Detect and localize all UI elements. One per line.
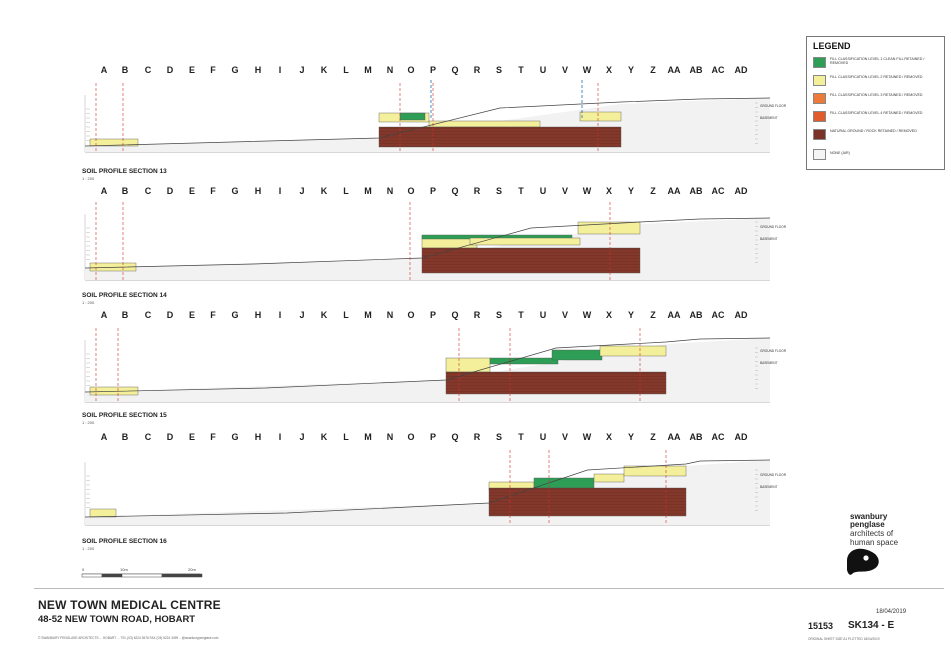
grid-letter: S — [495, 310, 503, 320]
grid-letter: Q — [451, 310, 459, 320]
legend-swatch — [813, 93, 826, 104]
grid-letter: K — [320, 186, 328, 196]
grid-letter: F — [210, 432, 216, 442]
section-scale-13: 1 : 200 — [82, 176, 95, 181]
grid-letter: O — [407, 186, 415, 196]
scale-bar — [82, 567, 202, 577]
legend-title: LEGEND — [813, 41, 851, 51]
grid-letter: B — [121, 186, 129, 196]
grid-letter: L — [343, 186, 349, 196]
logo-mark-icon — [847, 549, 879, 575]
grid-letter: L — [343, 310, 349, 320]
grid-letter: AB — [689, 432, 703, 442]
grid-letter: D — [166, 310, 174, 320]
section-title-16: SOIL PROFILE SECTION 16 — [82, 538, 167, 545]
grid-letter: R — [473, 65, 481, 75]
fill-block — [446, 358, 490, 372]
ground-floor-label: GROUND FLOOR — [760, 225, 787, 229]
basement-label: BASEMENT — [760, 361, 778, 365]
grid-letter: C — [144, 186, 152, 196]
legend-label: FILL CLASSIFICATION LEVEL 3 RETAINED / REMOVED — [830, 93, 923, 97]
grid-letter: S — [495, 65, 503, 75]
logo-line-1: swanbury — [850, 512, 888, 521]
section-title-14: SOIL PROFILE SECTION 14 — [82, 292, 167, 299]
basement-label: BASEMENT — [760, 237, 778, 241]
grid-letter: AA — [667, 186, 681, 196]
grid-letter: AD — [734, 186, 748, 196]
logo-line-4: human space — [850, 538, 899, 547]
grid-letter: V — [561, 310, 569, 320]
grid-letter: D — [166, 432, 174, 442]
soil-section-13 — [85, 65, 787, 152]
fill-block — [534, 478, 594, 488]
grid-letter: T — [518, 310, 524, 320]
project-address: 48-52 NEW TOWN ROAD, HOBART — [38, 614, 196, 625]
grid-letter: Y — [627, 432, 635, 442]
title-block-divider — [34, 588, 944, 589]
grid-letter: E — [188, 432, 196, 442]
grid-letter: G — [231, 186, 239, 196]
grid-letter: O — [407, 65, 415, 75]
grid-letter: K — [320, 432, 328, 442]
grid-letter: AC — [711, 432, 725, 442]
grid-letter: N — [386, 432, 394, 442]
grid-letter: U — [539, 432, 547, 442]
grid-letter: W — [582, 186, 592, 196]
legend-label: NATURAL GROUND / ROCK RETAINED / REMOVED — [830, 129, 917, 133]
grid-letter: B — [121, 432, 129, 442]
grid-letter: R — [473, 310, 481, 320]
legend-swatch — [813, 149, 826, 160]
soil-section-16 — [85, 432, 787, 525]
grid-letter: AC — [711, 65, 725, 75]
grid-letter: S — [495, 186, 503, 196]
grid-letter: P — [429, 432, 437, 442]
legend-swatch — [813, 111, 826, 122]
grid-letter: L — [343, 432, 349, 442]
legend-item-fill-2 — [813, 75, 930, 86]
footer-contact: © SWANBURY PENGLASE ARCHITECTS ... HOBART ... TEL (03) 6224 3676 FAX (03) 6224 3499 ...@swanburypenglase.com — [38, 636, 219, 640]
grid-letter: H — [254, 310, 262, 320]
scale-label-0: 0 — [82, 567, 85, 572]
grid-letter: I — [278, 65, 282, 75]
grid-letter: K — [320, 65, 328, 75]
basement-label: BASEMENT — [760, 116, 778, 120]
grid-letter: J — [299, 65, 305, 75]
grid-letter: Q — [451, 186, 459, 196]
grid-letter: Y — [627, 65, 635, 75]
scale-label-10: 10m — [120, 567, 128, 572]
grid-letter: Z — [650, 186, 656, 196]
grid-letter: W — [582, 65, 592, 75]
grid-letter: O — [407, 432, 415, 442]
company-logo — [850, 512, 930, 547]
grid-letter: B — [121, 65, 129, 75]
legend-panel — [806, 36, 945, 170]
legend-swatch — [813, 75, 826, 86]
grid-letter: A — [100, 432, 108, 442]
grid-letter: V — [561, 65, 569, 75]
fill-block — [90, 509, 116, 517]
grid-letter: U — [539, 310, 547, 320]
grid-letter: G — [231, 310, 239, 320]
grid-letter: E — [188, 65, 196, 75]
legend-item-natural-ground — [813, 129, 930, 140]
legend-item-fill-1 — [813, 57, 930, 68]
project-number: 15153 — [808, 621, 834, 631]
grid-letter: AC — [711, 186, 725, 196]
grid-letter: AA — [667, 65, 681, 75]
grid-letter: K — [320, 310, 328, 320]
grid-letter: AA — [667, 310, 681, 320]
grid-letter: A — [100, 65, 108, 75]
grid-letter: N — [386, 310, 394, 320]
section-scale-14: 1 : 200 — [82, 300, 95, 305]
legend-label: FILL CLASSIFICATION LEVEL 4 RETAINED / REMOVED — [830, 111, 923, 115]
grid-letter: X — [605, 65, 613, 75]
grid-letter: R — [473, 432, 481, 442]
basement-label: BASEMENT — [760, 485, 778, 489]
grid-letter: C — [144, 432, 152, 442]
grid-letter: P — [429, 310, 437, 320]
grid-letter: F — [210, 186, 216, 196]
ground-mass — [85, 338, 770, 402]
grid-letter: J — [299, 432, 305, 442]
grid-letter: G — [231, 65, 239, 75]
fill-block — [490, 358, 558, 364]
grid-letter: D — [166, 186, 174, 196]
grid-letter: H — [254, 65, 262, 75]
legend-item-none — [813, 149, 930, 160]
grid-letter: M — [364, 65, 372, 75]
grid-letter: T — [518, 65, 524, 75]
fill-block — [400, 113, 425, 120]
grid-letter: X — [605, 432, 613, 442]
section-title-13: SOIL PROFILE SECTION 13 — [82, 168, 167, 175]
grid-letter: V — [561, 186, 569, 196]
grid-letter: AB — [689, 65, 703, 75]
soil-section-14 — [85, 186, 787, 280]
grid-letter: J — [299, 310, 305, 320]
legend-swatch — [813, 57, 826, 68]
grid-letter: F — [210, 65, 216, 75]
sheet-number: SK134 - E — [848, 620, 895, 631]
footer-plot-info: ORIGINAL SHEET SIZE A1 PLOTTED 18/04/2019 — [808, 637, 880, 641]
grid-letter: L — [343, 65, 349, 75]
grid-letter: H — [254, 186, 262, 196]
grid-letter: M — [364, 186, 372, 196]
grid-letter: N — [386, 65, 394, 75]
ground-floor-label: GROUND FLOOR — [760, 473, 787, 477]
grid-letter: AD — [734, 65, 748, 75]
ground-floor-label: GROUND FLOOR — [760, 104, 787, 108]
grid-letter: V — [561, 432, 569, 442]
grid-letter: J — [299, 186, 305, 196]
grid-letter: M — [364, 432, 372, 442]
legend-label: FILL CLASSIFICATION LEVEL 1 CLEAN FILL RETAINED / REMOVED — [830, 57, 925, 66]
grid-letter: A — [100, 186, 108, 196]
grid-letter: AD — [734, 432, 748, 442]
grid-letter: AC — [711, 310, 725, 320]
grid-letter: Y — [627, 186, 635, 196]
soil-section-15 — [85, 310, 787, 402]
legend-swatch — [813, 129, 826, 140]
grid-letter: N — [386, 186, 394, 196]
grid-letter: W — [582, 310, 592, 320]
ground-floor-label: GROUND FLOOR — [760, 349, 787, 353]
grid-letter: C — [144, 310, 152, 320]
grid-letter: H — [254, 432, 262, 442]
grid-letter: AD — [734, 310, 748, 320]
section-scale-15: 1 : 200 — [82, 420, 95, 425]
drawing-date: 18/04/2019 — [876, 609, 907, 615]
grid-letter: Y — [627, 310, 635, 320]
project-title: NEW TOWN MEDICAL CENTRE — [38, 598, 221, 612]
grid-letter: T — [518, 432, 524, 442]
fill-block — [470, 238, 580, 245]
grid-letter: O — [407, 310, 415, 320]
grid-letter: Q — [451, 432, 459, 442]
fill-block — [422, 248, 640, 273]
fill-block — [600, 346, 666, 356]
fill-block — [552, 350, 602, 360]
fill-block — [446, 372, 666, 394]
grid-letter: P — [429, 186, 437, 196]
logo-line-3: architects of — [850, 529, 894, 538]
grid-letter: U — [539, 65, 547, 75]
grid-letter: B — [121, 310, 129, 320]
grid-letter: P — [429, 65, 437, 75]
grid-letter: F — [210, 310, 216, 320]
fill-block — [429, 121, 540, 127]
section-scale-16: 1 : 200 — [82, 546, 95, 551]
grid-letter: Z — [650, 310, 656, 320]
grid-letter: X — [605, 310, 613, 320]
grid-letter: D — [166, 65, 174, 75]
logo-line-2: penglase — [850, 520, 885, 529]
grid-letter: A — [100, 310, 108, 320]
legend-label: NONE (AIR) — [830, 151, 850, 155]
legend-label: FILL CLASSIFICATION LEVEL 2 RETAINED / REMOVED — [830, 75, 923, 79]
grid-letter: G — [231, 432, 239, 442]
grid-letter: AA — [667, 432, 681, 442]
grid-letter: Z — [650, 432, 656, 442]
fill-block — [580, 112, 621, 121]
grid-letter: U — [539, 186, 547, 196]
grid-letter: E — [188, 186, 196, 196]
grid-letter: R — [473, 186, 481, 196]
grid-letter: AB — [689, 186, 703, 196]
grid-letter: Z — [650, 65, 656, 75]
grid-letter: W — [582, 432, 592, 442]
scale-label-20: 20m — [188, 567, 196, 572]
section-title-15: SOIL PROFILE SECTION 15 — [82, 412, 167, 419]
grid-letter: I — [278, 186, 282, 196]
grid-letter: I — [278, 310, 282, 320]
grid-letter: S — [495, 432, 503, 442]
grid-letter: T — [518, 186, 524, 196]
grid-letter: I — [278, 432, 282, 442]
legend-item-fill-3 — [813, 93, 930, 104]
grid-letter: Q — [451, 65, 459, 75]
grid-letter: AB — [689, 310, 703, 320]
grid-letter: M — [364, 310, 372, 320]
fill-block — [594, 474, 624, 482]
grid-letter: E — [188, 310, 196, 320]
legend-item-fill-4 — [813, 111, 930, 122]
grid-letter: X — [605, 186, 613, 196]
grid-letter: C — [144, 65, 152, 75]
